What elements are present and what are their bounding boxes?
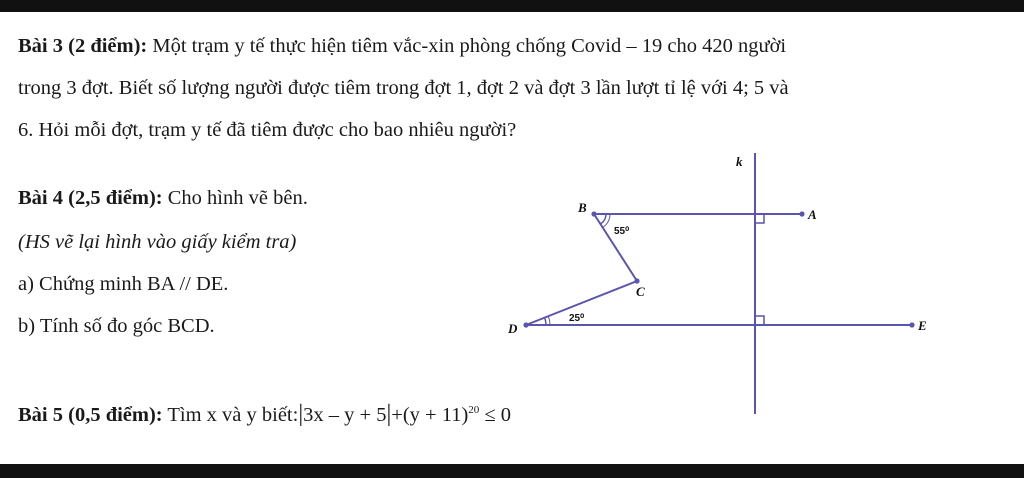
label-k: k [736,154,743,169]
bai5-plus: + [391,403,403,426]
bai3-line1-text: Một trạm y tế thực hiện tiêm vắc-xin phòng chống Covid – 19 cho 420 người [147,35,787,57]
bai4-heading: Bài 4 (2,5 điểm): [18,187,163,209]
figure-lines [523,153,914,414]
point-e [909,322,914,327]
angle-arc-d-2 [548,316,550,325]
bai4-note: (HS vẽ lại hình vào giấy kiểm tra) [18,231,297,253]
label-d: D [508,321,518,336]
bai5-paren-expr: (y + 11) [402,403,469,426]
label-b: B [578,200,587,215]
bai4-part-b: b) Tính số đo góc BCD. [18,315,215,337]
bottom-border [0,464,1024,478]
bai4-heading-text: Cho hình vẽ bên. [162,187,308,209]
label-e: E [918,318,927,333]
bai3-line1 [18,34,786,58]
bai5-exponent: 20 [468,404,480,416]
angle-label-d: 25⁰ [569,313,585,324]
bai4-heading-line [18,186,308,210]
bai5-abs-expr: 3x – y + 5 [303,403,387,426]
bai3-line3: 6. Hỏi mỗi đợt, trạm y tế đã tiêm được cho bao nhiêu người? [18,119,517,141]
label-a: A [808,207,817,222]
right-angle-mark-e [755,316,764,325]
bai4-part-a: a) Chứng minh BA // DE. [18,273,229,295]
bai5-heading: Bài 5 (0,5 điểm): [18,403,163,426]
point-c [634,278,639,283]
top-border [0,0,1024,12]
bai5-tail: ≤ 0 [479,403,512,426]
point-b [591,211,596,216]
angle-arc-d [545,318,546,325]
bai5-line [18,398,511,427]
angle-arc-b [601,214,607,224]
angle-label-b: 55⁰ [614,226,630,237]
bai5-text: Tìm x và y biết: [162,403,299,426]
right-angle-mark-a [755,214,764,223]
point-d [523,322,528,327]
label-c: C [636,284,645,299]
point-a [799,211,804,216]
bai3-line2: trong 3 đợt. Biết số lượng người được tiêm trong đợt 1, đợt 2 và đợt 3 lần lượt tỉ lệ với 4; 5 và [18,77,789,99]
geometry-figure [490,148,950,418]
bai3-heading: Bài 3 (2 điểm): [18,35,148,57]
bai5-formula: $|3x - y + 5|+(y + 11)^{20} \le 0$ [298,400,512,427]
segment-bc [594,214,637,281]
